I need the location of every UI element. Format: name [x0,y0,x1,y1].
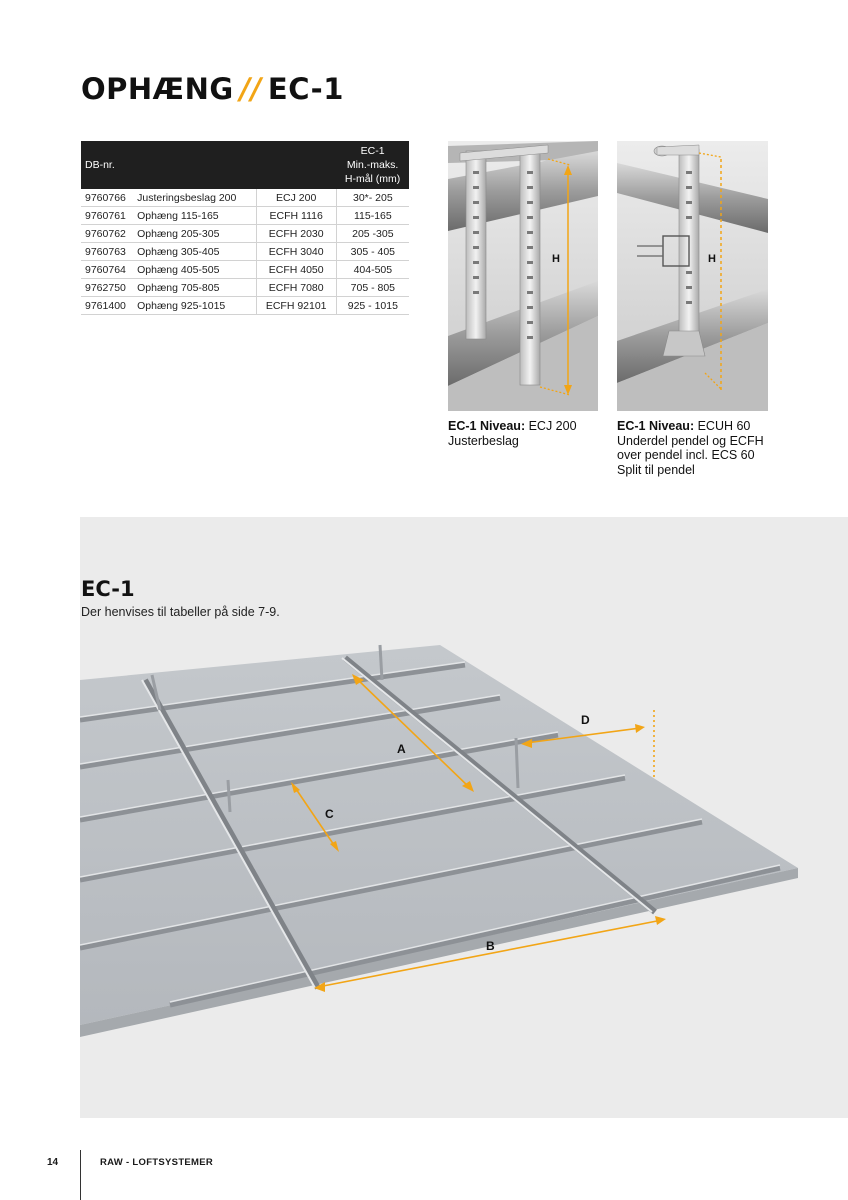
cell-code: ECFH 2030 [256,225,336,243]
ecuh60-illustration [617,141,768,411]
table-header-row [81,141,409,189]
ecj200-illustration [448,141,598,411]
cell-range: 30*- 205 [336,189,409,207]
header-ec1-line3: H-mål (mm) [344,173,401,185]
cell-code: ECFH 3040 [256,243,336,261]
cell-range: 305 - 405 [336,243,409,261]
cell-db-nr: 9760762 [81,225,137,243]
cell-db-nr: 9760763 [81,243,137,261]
title-left: OPHÆNG [81,72,234,106]
cell-description: Justeringsbeslag 200 [137,189,256,207]
cell-range: 705 - 805 [336,279,409,297]
cell-description: Ophæng 205-305 [137,225,256,243]
fig1-dim-label: H [552,253,560,265]
dim-label-c: C [325,807,334,821]
figure-ecj200-image [448,141,598,411]
header-ec1-line1: EC-1 [360,145,385,157]
cell-code: ECFH 92101 [256,297,336,315]
cell-range: 115-165 [336,207,409,225]
figure-ecuh60-image [617,141,768,411]
header-ec1 [336,141,409,189]
table-row [81,279,409,297]
fig1-caption [448,419,593,448]
header-db-nr: DB-nr. [81,141,336,189]
title-separator: // [239,72,262,106]
title-right: EC-1 [267,72,344,106]
product-table [81,141,409,315]
section-heading: EC-1 [81,577,135,601]
fig1-caption-text: ECJ 200 Justerbeslag [448,419,577,448]
fig2-caption-text: ECUH 60 Underdel pendel og ECFH over pendel incl. ECS 60 Split til pendel [617,419,764,477]
cell-code: ECFH 7080 [256,279,336,297]
cell-description: Ophæng 405-505 [137,261,256,279]
footer-brand: RAW - LOFTSYSTEMER [100,1157,214,1168]
dim-label-d: D [581,713,590,727]
ceiling-grid-illustration [80,640,848,1040]
dim-label-a: A [397,742,406,756]
table-row [81,225,409,243]
fig2-caption [617,419,772,477]
table-row [81,189,409,207]
cell-code: ECJ 200 [256,189,336,207]
table-row [81,297,409,315]
fig1-caption-bold: EC-1 Niveau: [448,419,526,433]
footer-divider [80,1150,81,1200]
cell-code: ECFH 4050 [256,261,336,279]
cell-db-nr: 9762750 [81,279,137,297]
fig2-caption-bold: EC-1 Niveau: [617,419,695,433]
table-row [81,207,409,225]
cell-db-nr: 9761400 [81,297,137,315]
cell-description: Ophæng 305-405 [137,243,256,261]
cell-description: Ophæng 925-1015 [137,297,256,315]
page-number: 14 [47,1157,59,1168]
section-subtext: Der henvises til tabeller på side 7-9. [81,605,280,619]
cell-code: ECFH 1116 [256,207,336,225]
fig2-dim-label: H [708,253,716,265]
page-title [81,72,344,106]
table-row [81,261,409,279]
cell-description: Ophæng 705-805 [137,279,256,297]
cell-db-nr: 9760766 [81,189,137,207]
cell-range: 205 -305 [336,225,409,243]
header-ec1-line2: Min.-maks. [346,159,399,171]
dim-label-b: B [486,939,495,953]
cell-range: 404-505 [336,261,409,279]
cell-range: 925 - 1015 [336,297,409,315]
table-row [81,243,409,261]
cell-db-nr: 9760761 [81,207,137,225]
cell-db-nr: 9760764 [81,261,137,279]
cell-description: Ophæng 115-165 [137,207,256,225]
